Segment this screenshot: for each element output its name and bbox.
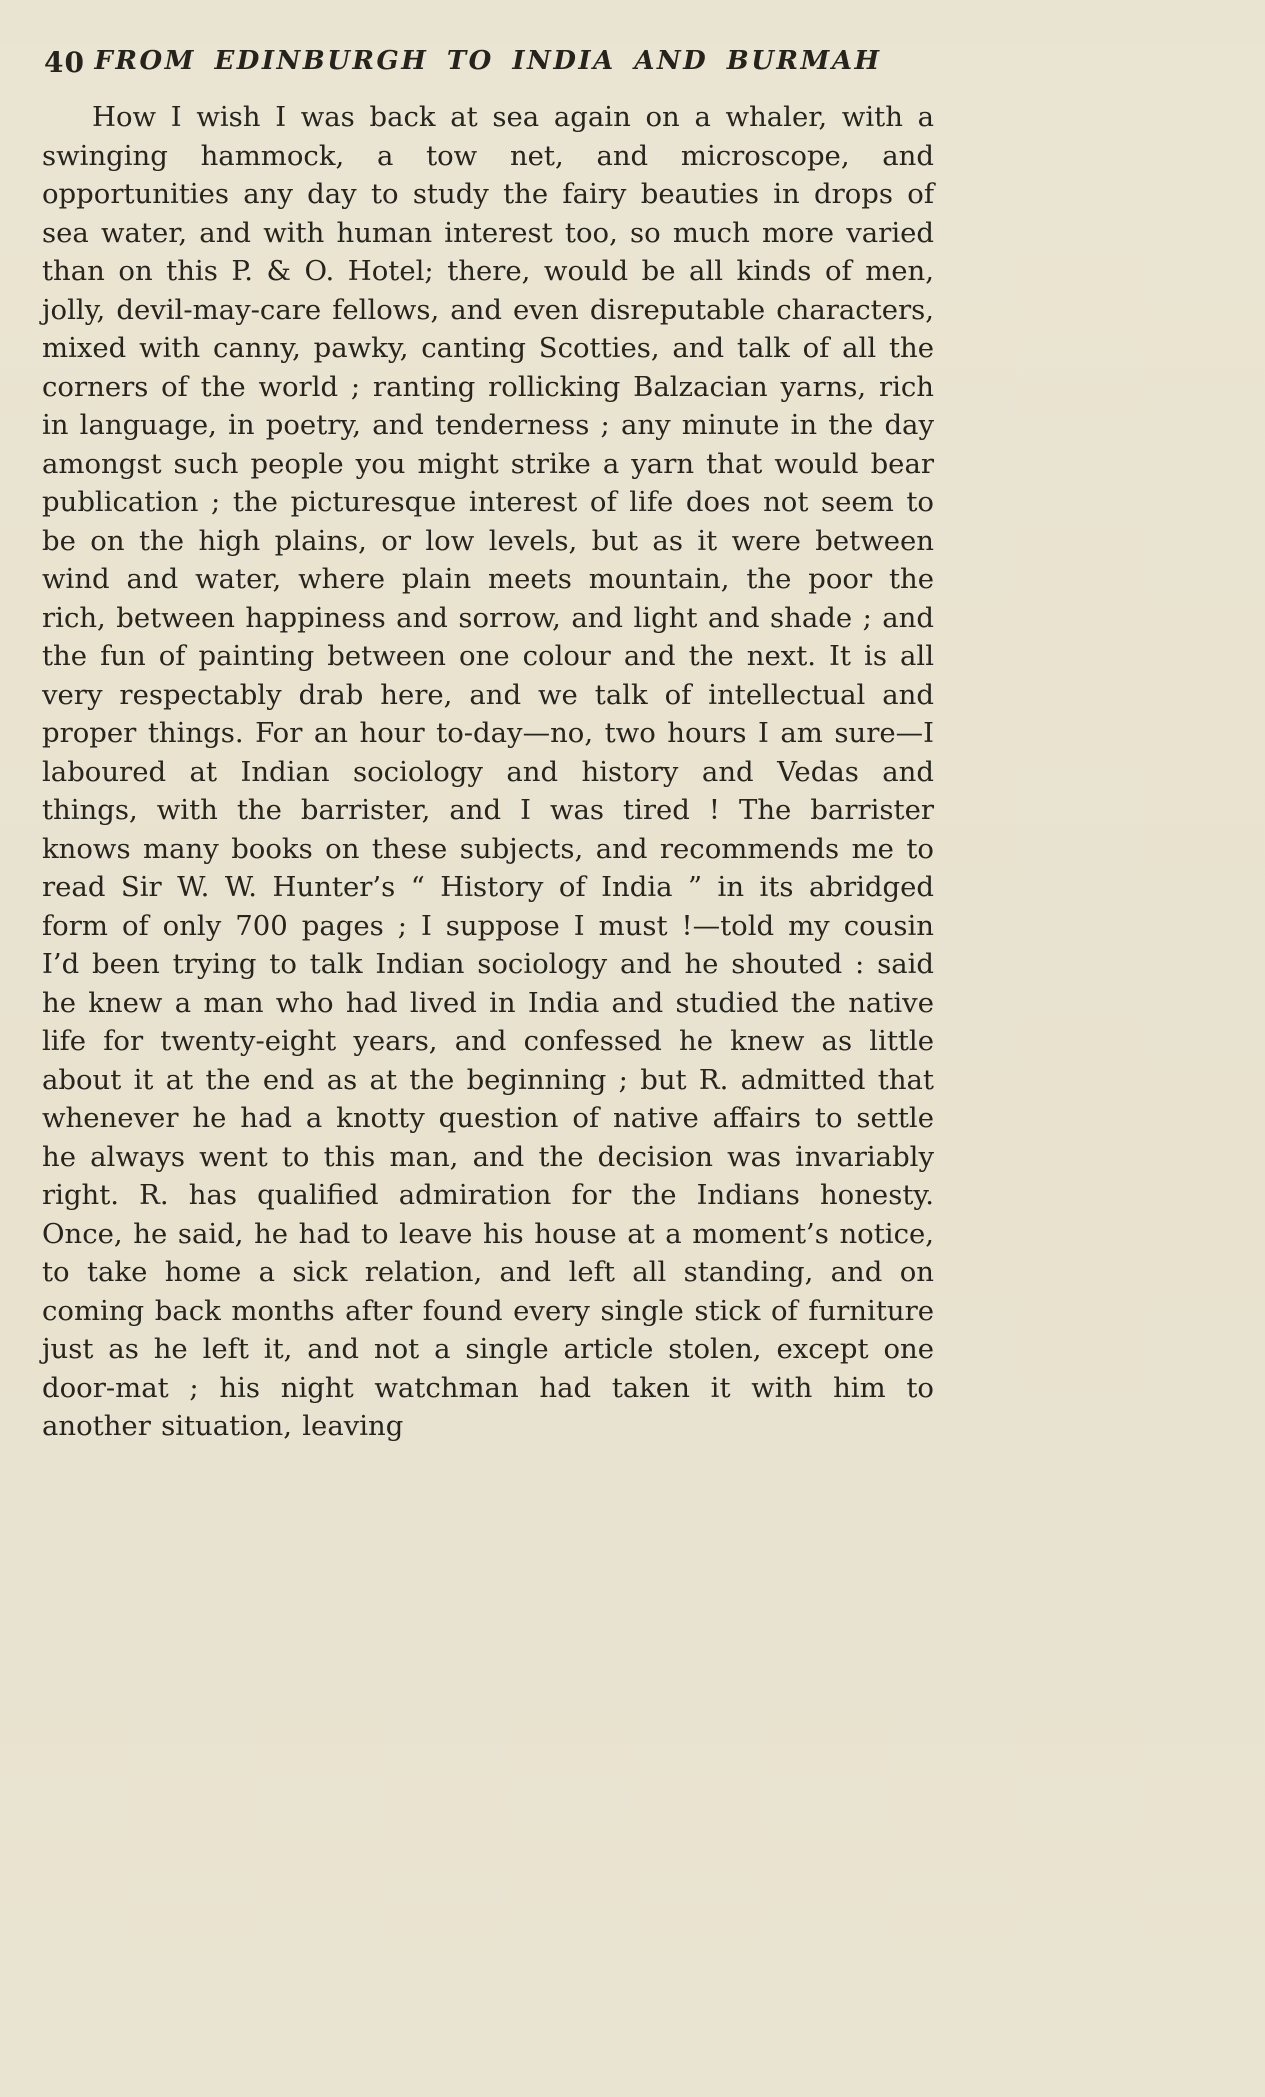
page-number: 40 <box>44 46 85 79</box>
book-page <box>0 44 1265 2097</box>
body-paragraph: How I wish I was back at sea again on a whaler, with a swinging hammock, a tow net, and microscope, and opportunities any day to study the fairy beauties in drops of sea water, and with human interest too, so much more varied than on this P. & O. Hotel; there, would be all kinds of men, jolly, devil-may-care fellows, and even disreputable characters, mixed with canny, pawky, canting Scotties, and talk of all the corners of the world ; ranting rollicking Balzacian yarns, rich in language, in poetry, and tenderness ; any minute in the day amongst such people you might strike a yarn that would bear publication ; the picturesque interest of life does not seem to be on the high plains, or low levels, but as it were between wind and water, where plain meets mountain, the poor the rich, between happiness and sorrow, and light and shade ; and the fun of painting between one colour and the next. It is all very respectably drab here, and we talk of intellectual and proper things. For an hour to-day—no, two hours I am sure—I laboured at Indian sociology and history and Vedas and things, with the barrister, and I was tired ! The barrister knows many books on these subjects, and recommends me to read Sir W. W. Hunter’s “ History of India ” in its abridged form of only 700 pages ; I suppose I must !—told my cousin I’d been trying to talk Indian sociology and he shouted : said he knew a man who had lived in India and studied the native life for twenty-eight years, and confessed he knew as little about it at the end as at the beginning ; but R. admitted that whenever he had a knotty question of native affairs to settle he always went to this man, and the decision was invariably right. R. has qualified admiration for the Indians honesty. Once, he said, he had to leave his house at a moment’s notice, to take home a sick relation, and left all standing, and on coming back months after found every single stick of furniture just as he left it, and not a single article stolen, except one door-mat ; his night watchman had taken it with him to another situation, leaving <box>42 101 934 1442</box>
page-header <box>42 44 934 84</box>
running-title: FROM EDINBURGH TO INDIA AND BURMAH <box>94 46 882 76</box>
